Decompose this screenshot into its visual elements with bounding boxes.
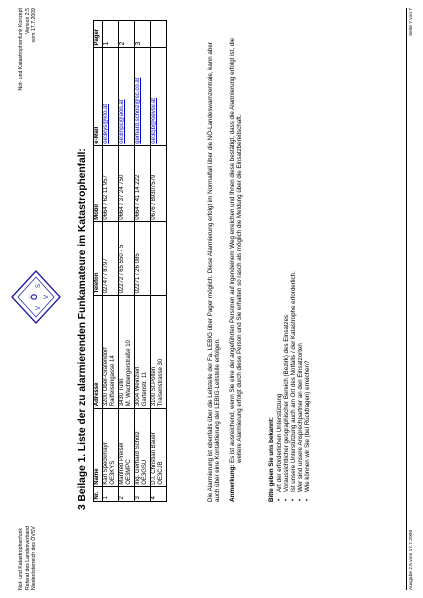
col-header-name: Name (94, 408, 103, 487)
cell-email (119, 48, 135, 146)
svg-text:V: V (36, 305, 42, 311)
cell-name (119, 408, 135, 487)
col-header-pager: Pager (94, 21, 103, 48)
col-header-address: Adresse (94, 295, 103, 408)
cell-address (119, 295, 135, 408)
cell-address (103, 295, 119, 408)
cell-email (135, 48, 151, 146)
cell-nr: 1 (103, 487, 119, 502)
callsign-text: OE3KYS (110, 460, 116, 485)
cell-pager: 3 (135, 21, 151, 48)
cell-pager (151, 21, 167, 48)
oevsv-logo (10, 268, 62, 326)
col-header-mobile: Mobil (94, 146, 103, 222)
cell-mobile: 0664 / 37 24 750 (119, 146, 135, 222)
address-line: Gartenstr. 11 (142, 372, 148, 407)
address-line: 3004 Weinzierl (135, 366, 141, 407)
name-text: Ing. Gerhard Scholz (135, 431, 141, 485)
address-line: 3200 Ober-Grafendorf (103, 347, 109, 407)
table-row (135, 21, 151, 502)
name-text: Karl Speckmayr (103, 442, 109, 485)
callsign-text: OE3CJB (158, 461, 164, 485)
list-item: • Wer sind unsere Ansprechpartner an den Einsatzorten (297, 271, 304, 502)
cell-mobile: 0664 / 62 11 957 (103, 146, 119, 222)
note-label: Anmerkung: (229, 464, 236, 502)
cell-nr: 3 (135, 487, 151, 502)
header-left (18, 526, 38, 590)
cell-name (135, 408, 151, 487)
cell-pager: 1 (103, 21, 119, 48)
list-item: • Voraussichtlicher geographischer Bereich (Bezirk) des Einsatzes (283, 271, 290, 502)
address-line: 3430 Tulln (119, 378, 125, 407)
radio-amateur-table (93, 20, 167, 502)
header-right (18, 8, 38, 90)
section-title: 3 Beilage 1. Liste der zu alarmierenden Funkamateure im Katastrophenfall: (77, 148, 88, 510)
header-right-line: Not- und Katastrophenfunk Konzept (18, 8, 24, 91)
cell-mobile: 0664 / 41 14 222 (135, 146, 151, 222)
footer-edition: Ausgabe 2.5 vom 17.7.2009 (409, 529, 414, 590)
cell-nr: 4 (151, 487, 167, 502)
email-link[interactable]: oe3kys@kto.at (103, 103, 109, 144)
callsign-text: OE3GSU (142, 459, 148, 485)
table-row (103, 21, 119, 502)
email-link[interactable]: oe3mpc@aon.at (119, 99, 125, 144)
note-text: Es ist ausreichend, wenn Sie eine der angeführten Personen auf irgendeinem Weg erreichen und Ihnen diese bestätigt, dass die Alarmierung erfolgt ist, die weitere Alarmierung erfolgt durch diese Person und Sie erhalten so rasch als möglich die Meldung über die Einsatzbereitschaft. (229, 37, 244, 463)
callsign-text: OE3MPC (126, 459, 132, 485)
alarm-paragraph: Die Alarmierung ist ebenfalls über die Leitstelle der Fa. LEBIG über Pager möglich. Diese Alarmierung erfolgt im Normalfall über die NÖ-Landeswarnzentrale, kann aber auch über eine Kontaktierung der LEBIG-Leitstelle erfolgen. (207, 42, 222, 502)
email-link[interactable]: gerhard.scholz@sc.co.at (135, 77, 141, 144)
header-left-line: Niederösterreich des ÖVSV (31, 526, 38, 590)
list-item: • Ist unsere Unterstützung auch am Ort des Notfalls / der Katastrophe erforderlich. (290, 271, 297, 502)
table-row (151, 21, 167, 502)
footer-page-number: Seite 7 von 7 (409, 8, 414, 37)
cell-email (151, 48, 167, 146)
list-item: • Art der erforderlichen Unterstützung (276, 271, 283, 502)
col-header-phone: Telefon (94, 222, 103, 296)
list-item: • Wie können wir Sie (bei Rückfragen) erreichen? (304, 271, 311, 502)
known-list (276, 271, 311, 502)
cell-phone (151, 222, 167, 296)
cell-mobile: 0676 / 89307579 (151, 146, 167, 222)
email-link[interactable]: oe3cjb@oevsv.at (151, 98, 157, 144)
svg-text:V: V (44, 294, 50, 300)
cell-address (151, 295, 167, 408)
cell-phone: 02272 / 65 550 - 5 (119, 222, 135, 296)
known-title: Bitte geben Sie uns bekannt: (268, 417, 275, 502)
cell-pager: 2 (119, 21, 135, 48)
footer-divider (406, 8, 407, 590)
address-line: 3100 St.Pölten (151, 366, 157, 407)
svg-text:Ö: Ö (30, 293, 39, 301)
address-line: M. Wachbergerstraße 10 (126, 340, 132, 407)
header-left-line: Not- und Katastrophenfunk (18, 527, 24, 590)
cell-phone: 02271 / 26 085 (135, 222, 151, 296)
cell-name (103, 408, 119, 487)
cell-phone: 02747 / 8797 (103, 222, 119, 296)
address-line: Traisenstrasse 30 (158, 358, 164, 407)
cell-email (103, 48, 119, 146)
address-line: Raiffeisengasse 14 (110, 355, 116, 407)
col-header-email: e-Mail (94, 48, 103, 146)
cell-nr: 2 (119, 487, 135, 502)
table-header-row (94, 21, 103, 502)
svg-text:S: S (36, 283, 42, 289)
header-left-line: Referat des Landesverband (24, 525, 31, 590)
name-text: D.I. Christian Bauer (151, 432, 157, 485)
name-text: Manfred Preisel (119, 442, 125, 485)
header-right-line: Version 2.5 (24, 8, 31, 34)
cell-name (151, 408, 167, 487)
cell-address (135, 295, 151, 408)
table-row (119, 21, 135, 502)
col-header-nr: Nr. (94, 487, 103, 502)
header-right-line: vom 17.7.2009 (31, 8, 38, 43)
